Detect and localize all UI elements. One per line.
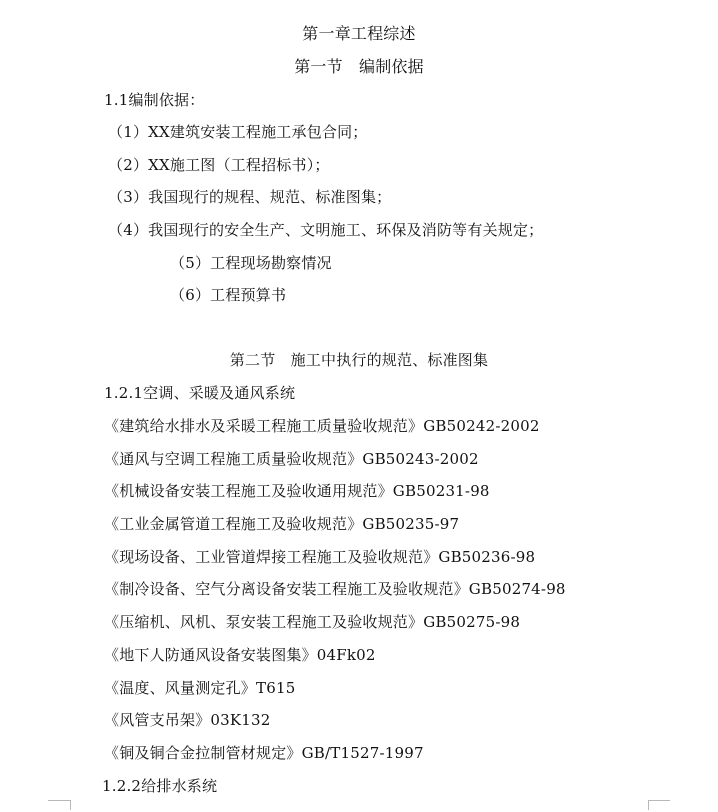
section-heading-1-2-1: 1.2.1空调、采暖及通风系统 [104, 384, 296, 402]
standard-item-1: 《建筑给水排水及采暖工程施工质量验收规范》GB50242-2002 [104, 417, 540, 435]
standard-item-3: 《机械设备安装工程施工及验收通用规范》GB50231-98 [104, 482, 490, 500]
basis-item-4: （4）我国现行的安全生产、文明施工、环保及消防等有关规定； [108, 221, 544, 239]
standard-item-4: 《工业金属管道工程施工及验收规范》GB50235-97 [104, 515, 460, 533]
standard-item-7: 《压缩机、风机、泵安装工程施工及验收规范》GB50275-98 [104, 613, 521, 631]
page-margin-tick-right [648, 800, 649, 810]
basis-item-5: （5）工程现场勘察情况 [170, 254, 332, 272]
basis-item-2: （2）XX施工图（工程招标书）； [108, 156, 330, 174]
standard-item-2: 《通风与空调工程施工质量验收规范》GB50243-2002 [104, 450, 479, 468]
standard-item-6: 《制冷设备、空气分离设备安装工程施工及验收规范》GB50274-98 [104, 580, 566, 598]
chapter-title: 第一章工程综述 [302, 24, 416, 43]
basis-item-6: （6）工程预算书 [170, 286, 287, 304]
standard-item-5: 《现场设备、工业管道焊接工程施工及验收规范》GB50236-98 [104, 548, 536, 566]
standard-item-8: 《地下人防通风设备安装图集》04Fk02 [104, 646, 376, 664]
standard-item-10: 《风管支吊架》03K132 [104, 711, 271, 729]
standard-item-9: 《温度、风量测定孔》T615 [104, 679, 296, 697]
basis-item-3: （3）我国现行的规程、规范、标准图集； [108, 188, 392, 206]
page-margin-corner-left [48, 800, 70, 809]
standard-item-11: 《铜及铜合金拉制管材规定》GB/T1527-1997 [104, 744, 424, 762]
page-margin-corner-right [648, 800, 670, 809]
section-title-2: 第二节 施工中执行的规范、标准图集 [229, 351, 489, 369]
section-heading-1-2-2: 1.2.2给排水系统 [102, 777, 218, 795]
section-title-1: 第一节 编制依据 [294, 57, 424, 76]
page-margin-tick-left [70, 800, 71, 810]
basis-item-1: （1）XX建筑安装工程施工承包合同； [108, 123, 368, 141]
section-heading-1-1: 1.1编制依据： [104, 91, 205, 109]
